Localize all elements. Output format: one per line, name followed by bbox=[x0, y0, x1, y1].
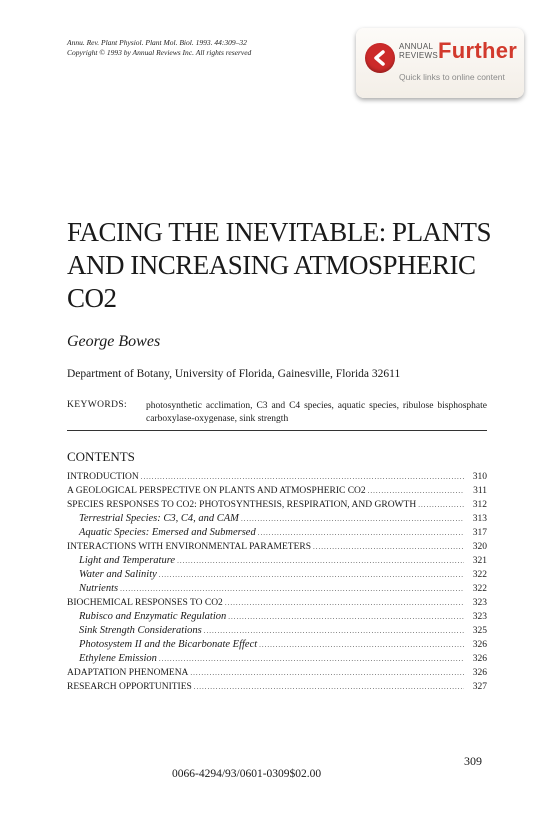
toc-entry-page: 325 bbox=[472, 626, 487, 636]
toc-entry[interactable] bbox=[67, 512, 487, 526]
toc-entry-page: 327 bbox=[472, 682, 487, 692]
article-code: 0066-4294/93/0601-0309$02.00 bbox=[172, 768, 322, 780]
keywords-label: KEYWORDS: bbox=[67, 400, 128, 410]
journal-citation: Annu. Rev. Plant Physiol. Plant Mol. Biol. 1993. 44:309–32 bbox=[67, 38, 247, 47]
toc-leader-dots bbox=[159, 652, 464, 666]
toc-entry-label: Aquatic Species: Emersed and Submersed bbox=[79, 527, 256, 538]
play-arrow-icon bbox=[365, 43, 395, 73]
copyright-line: Copyright © 1993 by Annual Reviews Inc. All rights reserved bbox=[67, 48, 252, 57]
toc-leader-dots bbox=[141, 470, 464, 484]
divider-rule bbox=[67, 430, 487, 431]
toc-entry-label: Nutrients bbox=[79, 583, 119, 594]
annual-reviews-further-badge[interactable] bbox=[356, 28, 524, 98]
toc-entry-label: Sink Strength Considerations bbox=[79, 625, 202, 636]
toc-entry-label: INTERACTIONS WITH ENVIRONMENTAL PARAMETERS bbox=[67, 542, 312, 552]
toc-entry-page: 326 bbox=[472, 668, 487, 678]
toc-entry-label: Ethylene Emission bbox=[79, 653, 157, 664]
table-of-contents bbox=[67, 470, 487, 694]
author-name: George Bowes bbox=[67, 333, 161, 350]
toc-leader-dots bbox=[228, 610, 464, 624]
toc-leader-dots bbox=[120, 582, 464, 596]
toc-entry[interactable] bbox=[67, 540, 487, 554]
toc-entry[interactable] bbox=[67, 526, 487, 540]
toc-leader-dots bbox=[159, 568, 464, 582]
toc-entry-label: Water and Salinity bbox=[79, 569, 157, 580]
toc-entry-page: 326 bbox=[472, 640, 487, 650]
toc-entry[interactable] bbox=[67, 666, 487, 680]
toc-entry-page: 313 bbox=[472, 514, 487, 524]
contents-heading: CONTENTS bbox=[67, 449, 135, 464]
toc-leader-dots bbox=[194, 680, 464, 694]
toc-leader-dots bbox=[258, 526, 464, 540]
article-title: FACING THE INEVITABLE: PLANTS AND INCREASING ATMOSPHERIC CO2 bbox=[67, 217, 492, 313]
toc-entry[interactable] bbox=[67, 498, 487, 512]
toc-entry[interactable] bbox=[67, 470, 487, 484]
keywords-text: photosynthetic acclimation, C3 and C4 species, aquatic species, ribulose bisphosphate carboxylase-oxygenase, sink strength bbox=[146, 401, 487, 424]
toc-entry-page: 311 bbox=[473, 486, 487, 496]
toc-leader-dots bbox=[418, 498, 464, 512]
toc-entry[interactable] bbox=[67, 554, 487, 568]
toc-entry-label: Rubisco and Enzymatic Regulation bbox=[79, 611, 227, 622]
toc-entry-label: Terrestrial Species: C3, C4, and CAM bbox=[79, 513, 239, 524]
toc-entry[interactable] bbox=[67, 624, 487, 638]
toc-leader-dots bbox=[190, 666, 464, 680]
badge-tagline: Quick links to online content bbox=[399, 72, 505, 82]
toc-entry-page: 323 bbox=[472, 612, 487, 622]
toc-entry-label: Light and Temperature bbox=[79, 555, 176, 566]
toc-entry-label: Photosystem II and the Bicarbonate Effect bbox=[79, 639, 258, 650]
toc-entry[interactable] bbox=[67, 680, 487, 694]
toc-leader-dots bbox=[241, 512, 464, 526]
toc-entry-label: BIOCHEMICAL RESPONSES TO CO2 bbox=[67, 598, 223, 608]
toc-entry-label: A GEOLOGICAL PERSPECTIVE ON PLANTS AND ATMOSPHERIC CO2 bbox=[67, 486, 366, 496]
toc-entry[interactable] bbox=[67, 638, 487, 652]
toc-entry-page: 326 bbox=[472, 654, 487, 664]
page-number: 309 bbox=[464, 754, 482, 768]
toc-entry[interactable] bbox=[67, 596, 487, 610]
toc-leader-dots bbox=[259, 638, 464, 652]
toc-entry[interactable] bbox=[67, 484, 487, 498]
toc-entry[interactable] bbox=[67, 582, 487, 596]
citation-header bbox=[67, 38, 251, 58]
toc-entry-page: 310 bbox=[472, 472, 487, 482]
toc-leader-dots bbox=[368, 484, 464, 498]
toc-leader-dots bbox=[204, 624, 464, 638]
toc-entry-label: SPECIES RESPONSES TO CO2: PHOTOSYNTHESIS, RESPIRATION, AND GROWTH bbox=[67, 500, 417, 510]
toc-leader-dots bbox=[177, 554, 464, 568]
toc-entry-label: RESEARCH OPPORTUNITIES bbox=[67, 682, 192, 692]
toc-leader-dots bbox=[225, 596, 464, 610]
toc-entry[interactable] bbox=[67, 652, 487, 666]
author-affiliation: Department of Botany, University of Florida, Gainesville, Florida 32611 bbox=[67, 368, 401, 380]
toc-entry[interactable] bbox=[67, 568, 487, 582]
toc-entry-page: 320 bbox=[472, 542, 487, 552]
toc-entry-label: INTRODUCTION bbox=[67, 472, 139, 482]
annual-reviews-wordmark: ANNUAL REVIEWS bbox=[399, 42, 438, 60]
toc-entry-page: 312 bbox=[472, 500, 487, 510]
toc-entry-page: 322 bbox=[472, 584, 487, 594]
further-wordmark: Further bbox=[438, 38, 518, 63]
toc-leader-dots bbox=[313, 540, 464, 554]
toc-entry-page: 317 bbox=[472, 528, 487, 538]
toc-entry-page: 321 bbox=[472, 556, 487, 566]
toc-entry-label: ADAPTATION PHENOMENA bbox=[67, 668, 189, 678]
toc-entry-page: 322 bbox=[472, 570, 487, 580]
toc-entry-page: 323 bbox=[472, 598, 487, 608]
toc-entry[interactable] bbox=[67, 610, 487, 624]
